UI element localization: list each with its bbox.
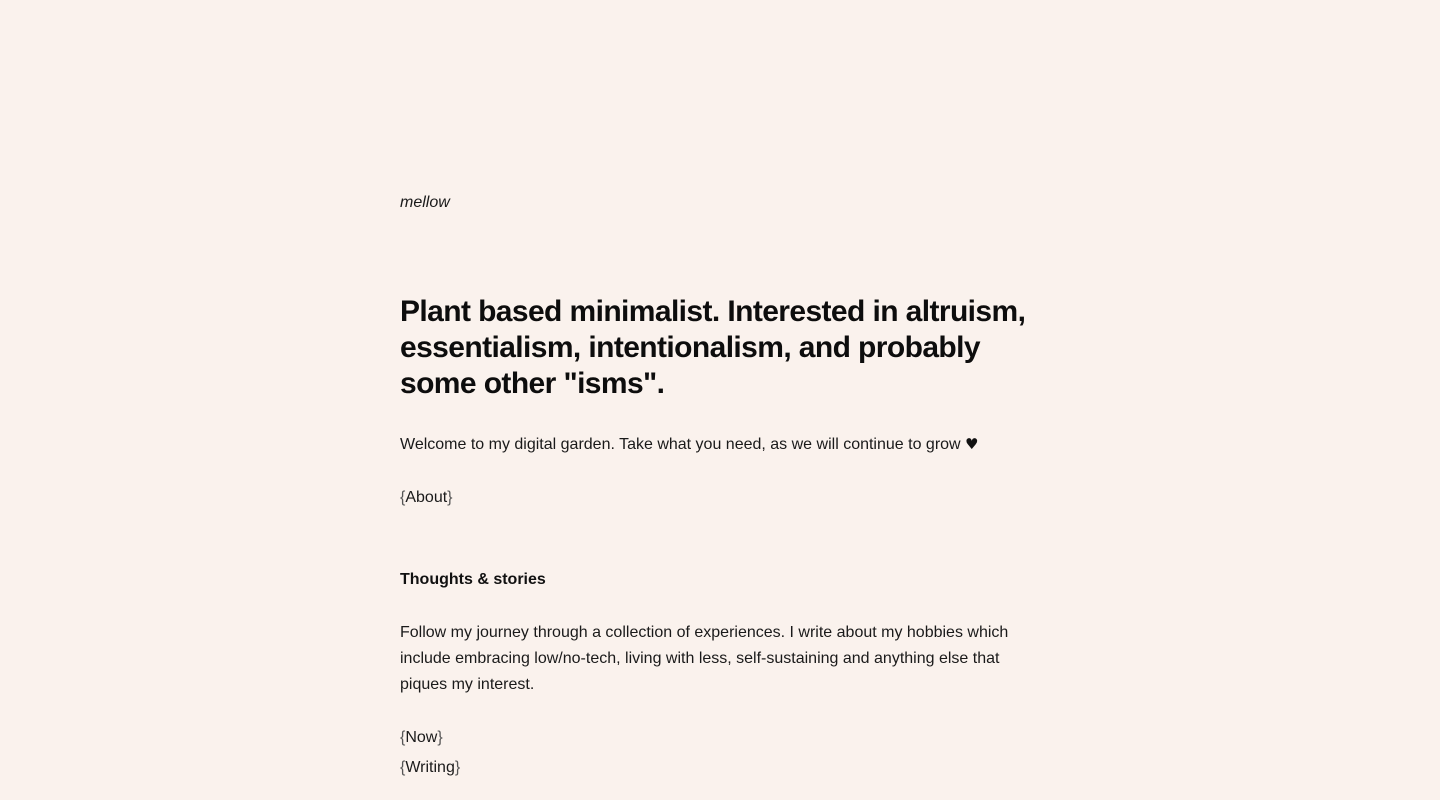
thoughts-description: Follow my journey through a collection of experiences. I write about my hobbies which include embracing low/no-tech, living with less, self-sustaining and anything else that piques my interest. bbox=[400, 624, 1009, 693]
now-link-label: Now bbox=[405, 729, 438, 746]
writing-link-label: Writing bbox=[405, 759, 455, 776]
welcome-text bbox=[400, 433, 1040, 456]
open-brace: { bbox=[400, 489, 406, 506]
close-brace: } bbox=[454, 759, 461, 776]
now-link[interactable] bbox=[400, 727, 443, 749]
hero-headline: Plant based minimalist. Interested in altruism, essentialism, intentionalism, and probably some other "isms". bbox=[400, 295, 1026, 400]
close-brace: } bbox=[447, 489, 453, 506]
site-name-link[interactable]: mellow bbox=[400, 194, 450, 211]
open-brace: { bbox=[400, 729, 406, 746]
about-link[interactable] bbox=[400, 487, 453, 509]
about-link-label: About bbox=[405, 489, 448, 506]
writing-link[interactable] bbox=[400, 757, 460, 779]
heart-icon: ♥ bbox=[965, 435, 979, 453]
welcome-text-label: Welcome to my digital garden. Take what you need, as we will continue to grow bbox=[400, 436, 961, 453]
close-brace: } bbox=[437, 729, 443, 746]
open-brace: { bbox=[400, 759, 406, 776]
thoughts-heading: Thoughts & stories bbox=[400, 571, 546, 588]
